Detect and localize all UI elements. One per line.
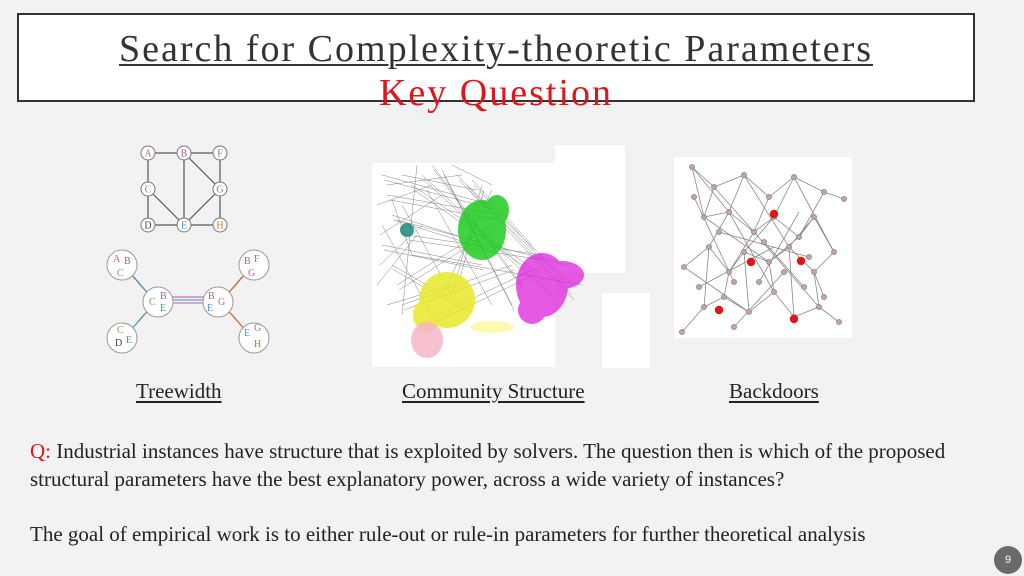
node-e — [177, 218, 191, 232]
tree-decomposition — [104, 247, 272, 357]
svg-text:F: F — [217, 148, 223, 160]
svg-text:B: B — [180, 148, 188, 160]
svg-text:C: C — [144, 184, 152, 196]
svg-text:E: E — [180, 220, 188, 232]
svg-text:G: G — [216, 184, 224, 196]
treewidth-graph — [135, 143, 235, 235]
caption-backdoors: Backdoors — [729, 379, 819, 403]
slide-title: Search for Complexity-theoretic Parameters — [118, 28, 874, 70]
node-b — [177, 146, 191, 160]
svg-text:C: C — [117, 325, 124, 336]
svg-text:B: B — [160, 291, 167, 302]
svg-text:G: G — [254, 323, 262, 334]
svg-text:E: E — [207, 303, 214, 314]
svg-text:A: A — [113, 254, 121, 265]
community-structure-image — [372, 145, 650, 368]
svg-text:B: B — [244, 256, 251, 267]
svg-text:A: A — [144, 148, 152, 160]
svg-text:E: E — [160, 303, 167, 314]
svg-text:C: C — [117, 268, 124, 279]
page-number-badge: 9 — [994, 546, 1022, 574]
question-text: Industrial instances have structure that is exploited by solvers. The question then is which of the proposed structural parameters have the best explanatory power, across a wide variety of instances? — [30, 439, 946, 491]
svg-text:H: H — [254, 339, 262, 350]
svg-text:B: B — [124, 256, 131, 267]
svg-text:D: D — [144, 220, 152, 232]
svg-text:H: H — [216, 220, 224, 232]
svg-text:E: E — [126, 335, 133, 346]
node-c — [141, 182, 155, 196]
caption-community-structure: Community Structure — [402, 379, 585, 403]
goal-paragraph: The goal of empirical work is to either rule-out or rule-in parameters for further theoretical analysis — [30, 522, 866, 546]
svg-text:C: C — [149, 297, 156, 308]
title-box — [17, 13, 975, 114]
svg-text:F: F — [254, 254, 260, 265]
caption-treewidth: Treewidth — [136, 379, 222, 403]
node-a — [141, 146, 155, 160]
svg-text:B: B — [208, 291, 215, 302]
slide-subtitle: Key Question — [378, 72, 614, 114]
node-d — [141, 218, 155, 232]
svg-text:E: E — [244, 328, 251, 339]
backdoors-graph — [674, 157, 852, 338]
svg-text:G: G — [248, 268, 256, 279]
question-label: Q: — [30, 439, 51, 463]
node-f — [213, 146, 227, 160]
svg-text:G: G — [218, 297, 226, 308]
question-paragraph — [30, 437, 990, 493]
node-h — [213, 218, 227, 232]
svg-text:D: D — [115, 338, 123, 349]
node-g — [213, 182, 227, 196]
